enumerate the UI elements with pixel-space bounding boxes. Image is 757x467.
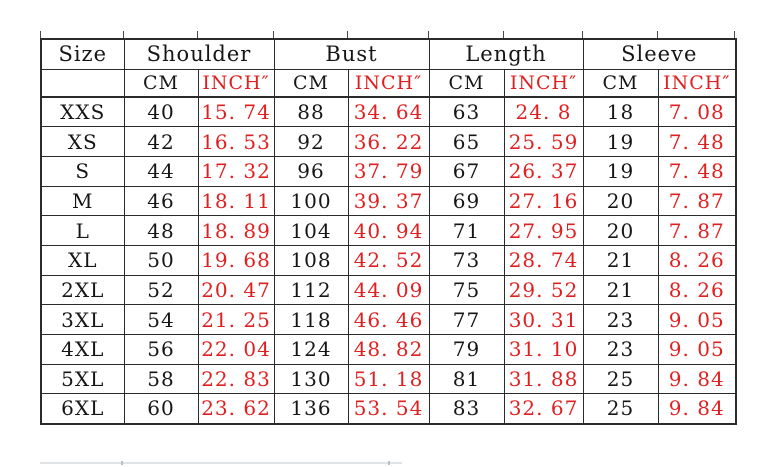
cell-bust-inch: 40. 94 <box>348 216 429 246</box>
cell-length-inch: 29. 52 <box>504 275 583 305</box>
cell-length-inch: 26. 37 <box>504 156 583 186</box>
cell-bust-cm: 124 <box>274 335 348 365</box>
cell-size: 4XL <box>41 335 124 365</box>
subheader-inch: INCH″ <box>198 69 274 97</box>
subheader-cm: CM <box>583 69 658 97</box>
cell-length-cm: 75 <box>429 275 504 305</box>
cell-length-inch: 28. 74 <box>504 245 583 275</box>
cell-shoulder-inch: 18. 89 <box>198 216 274 246</box>
cell-bust-inch: 48. 82 <box>348 335 429 365</box>
cell-sleeve-inch: 7. 48 <box>658 156 736 186</box>
cell-bust-inch: 44. 09 <box>348 275 429 305</box>
header-shoulder: Shoulder <box>124 39 274 69</box>
cell-sleeve-inch: 7. 48 <box>658 127 736 157</box>
cell-size: 6XL <box>41 394 124 424</box>
cell-sleeve-cm: 25 <box>583 364 658 394</box>
cell-length-inch: 31. 88 <box>504 364 583 394</box>
cell-sleeve-cm: 23 <box>583 305 658 335</box>
cell-shoulder-cm: 56 <box>124 335 198 365</box>
cell-sleeve-inch: 9. 84 <box>658 394 736 424</box>
cell-length-cm: 83 <box>429 394 504 424</box>
cell-sleeve-cm: 21 <box>583 245 658 275</box>
cell-length-inch: 30. 31 <box>504 305 583 335</box>
cell-shoulder-inch: 21. 25 <box>198 305 274 335</box>
cell-bust-cm: 96 <box>274 156 348 186</box>
cell-bust-cm: 104 <box>274 216 348 246</box>
cell-bust-inch: 37. 79 <box>348 156 429 186</box>
cell-shoulder-cm: 48 <box>124 216 198 246</box>
cell-shoulder-inch: 23. 62 <box>198 394 274 424</box>
cell-shoulder-inch: 20. 47 <box>198 275 274 305</box>
header-length: Length <box>429 39 583 69</box>
cell-length-cm: 67 <box>429 156 504 186</box>
cell-bust-inch: 36. 22 <box>348 127 429 157</box>
cell-sleeve-inch: 9. 05 <box>658 335 736 365</box>
cell-size: 2XL <box>41 275 124 305</box>
cell-length-cm: 63 <box>429 97 504 127</box>
cell-length-inch: 27. 95 <box>504 216 583 246</box>
subheader-row <box>41 69 736 97</box>
cell-bust-cm: 92 <box>274 127 348 157</box>
size-row-xs <box>41 127 736 157</box>
size-row-5xl <box>41 364 736 394</box>
cell-length-inch: 27. 16 <box>504 186 583 216</box>
cell-sleeve-inch: 7. 87 <box>658 186 736 216</box>
cell-bust-cm: 88 <box>274 97 348 127</box>
cell-shoulder-cm: 52 <box>124 275 198 305</box>
subheader-cm: CM <box>429 69 504 97</box>
size-chart <box>40 38 737 425</box>
cell-bust-inch: 51. 18 <box>348 364 429 394</box>
cell-length-cm: 69 <box>429 186 504 216</box>
cell-size: 5XL <box>41 364 124 394</box>
subheader-inch: INCH″ <box>504 69 583 97</box>
cell-sleeve-cm: 20 <box>583 186 658 216</box>
size-row-m <box>41 186 736 216</box>
cell-size: L <box>41 216 124 246</box>
cell-sleeve-inch: 9. 84 <box>658 364 736 394</box>
cell-size: XS <box>41 127 124 157</box>
cell-shoulder-cm: 54 <box>124 305 198 335</box>
cell-sleeve-inch: 7. 87 <box>658 216 736 246</box>
cell-shoulder-cm: 60 <box>124 394 198 424</box>
cell-shoulder-inch: 17. 32 <box>198 156 274 186</box>
subheader-blank <box>41 69 124 97</box>
cell-size: S <box>41 156 124 186</box>
cell-sleeve-cm: 21 <box>583 275 658 305</box>
size-row-xl <box>41 245 736 275</box>
cell-shoulder-inch: 18. 11 <box>198 186 274 216</box>
subheader-inch: INCH″ <box>348 69 429 97</box>
cell-sleeve-cm: 19 <box>583 127 658 157</box>
size-row-6xl <box>41 394 736 424</box>
cell-bust-inch: 34. 64 <box>348 97 429 127</box>
cell-bust-cm: 130 <box>274 364 348 394</box>
cell-length-inch: 32. 67 <box>504 394 583 424</box>
size-row-3xl <box>41 305 736 335</box>
size-row-4xl <box>41 335 736 365</box>
subheader-inch: INCH″ <box>658 69 736 97</box>
cell-bust-cm: 112 <box>274 275 348 305</box>
cell-sleeve-inch: 7. 08 <box>658 97 736 127</box>
cell-length-inch: 25. 59 <box>504 127 583 157</box>
subheader-cm: CM <box>274 69 348 97</box>
cell-bust-inch: 46. 46 <box>348 305 429 335</box>
cell-bust-cm: 100 <box>274 186 348 216</box>
cell-shoulder-inch: 22. 83 <box>198 364 274 394</box>
cell-bust-inch: 53. 54 <box>348 394 429 424</box>
cell-length-cm: 73 <box>429 245 504 275</box>
size-row-l <box>41 216 736 246</box>
cell-shoulder-cm: 50 <box>124 245 198 275</box>
cell-sleeve-inch: 8. 26 <box>658 275 736 305</box>
cell-bust-cm: 136 <box>274 394 348 424</box>
header-sleeve: Sleeve <box>583 39 736 69</box>
cell-length-cm: 65 <box>429 127 504 157</box>
size-row-s <box>41 156 736 186</box>
header-group-row <box>41 39 736 69</box>
cell-bust-cm: 118 <box>274 305 348 335</box>
cell-sleeve-cm: 25 <box>583 394 658 424</box>
cropped-tick <box>388 461 390 465</box>
cell-shoulder-inch: 19. 68 <box>198 245 274 275</box>
cell-shoulder-cm: 44 <box>124 156 198 186</box>
cell-sleeve-inch: 8. 26 <box>658 245 736 275</box>
cell-shoulder-inch: 22. 04 <box>198 335 274 365</box>
cell-length-cm: 77 <box>429 305 504 335</box>
cell-size: XXS <box>41 97 124 127</box>
cell-length-cm: 71 <box>429 216 504 246</box>
cropped-content-line <box>40 462 402 464</box>
cell-sleeve-cm: 19 <box>583 156 658 186</box>
cell-bust-inch: 42. 52 <box>348 245 429 275</box>
cell-size: XL <box>41 245 124 275</box>
cell-shoulder-inch: 15. 74 <box>198 97 274 127</box>
cell-sleeve-cm: 18 <box>583 97 658 127</box>
cell-length-cm: 81 <box>429 364 504 394</box>
size-chart-table <box>40 38 737 425</box>
cell-length-inch: 24. 8 <box>504 97 583 127</box>
cell-sleeve-inch: 9. 05 <box>658 305 736 335</box>
cell-sleeve-cm: 23 <box>583 335 658 365</box>
header-size: Size <box>41 39 124 69</box>
cell-length-inch: 31. 10 <box>504 335 583 365</box>
cropped-tick <box>121 461 123 465</box>
cell-bust-cm: 108 <box>274 245 348 275</box>
cell-size: M <box>41 186 124 216</box>
cell-shoulder-cm: 42 <box>124 127 198 157</box>
cell-bust-inch: 39. 37 <box>348 186 429 216</box>
cell-shoulder-inch: 16. 53 <box>198 127 274 157</box>
cell-shoulder-cm: 58 <box>124 364 198 394</box>
cell-sleeve-cm: 20 <box>583 216 658 246</box>
cell-size: 3XL <box>41 305 124 335</box>
header-bust: Bust <box>274 39 429 69</box>
cell-shoulder-cm: 40 <box>124 97 198 127</box>
size-row-xxs <box>41 97 736 127</box>
subheader-cm: CM <box>124 69 198 97</box>
cell-length-cm: 79 <box>429 335 504 365</box>
cell-shoulder-cm: 46 <box>124 186 198 216</box>
size-row-2xl <box>41 275 736 305</box>
